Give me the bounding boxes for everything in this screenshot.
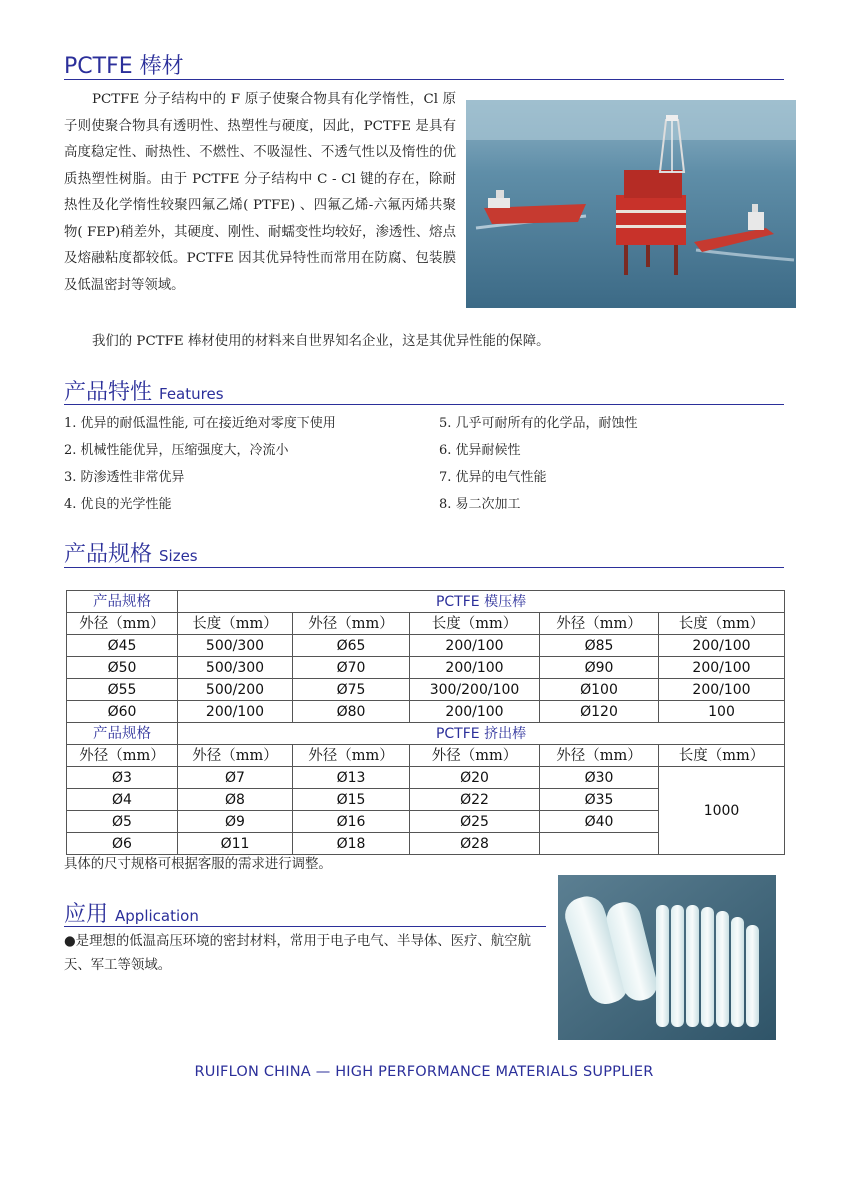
table-cell: 200/100 — [659, 657, 785, 679]
table-cell: Ø70 — [293, 657, 410, 679]
feature-item: 8. 易二次加工 — [439, 497, 521, 512]
intro-paragraph-2: 我们的 PCTFE 棒材使用的材料来自世界知名企业，这是其优异性能的保障。 — [92, 334, 550, 349]
table-header: 外径（mm） — [540, 745, 659, 767]
table-header: 长度（mm） — [410, 613, 540, 635]
table-cell: Ø28 — [410, 833, 540, 855]
table-cell: 500/200 — [178, 679, 293, 701]
table-cell: Ø15 — [293, 789, 410, 811]
table-cell: Ø18 — [293, 833, 410, 855]
table-cell: Ø120 — [540, 701, 659, 723]
table-header: 外径（mm） — [67, 613, 178, 635]
table-cell: Ø6 — [67, 833, 178, 855]
table-cell: Ø75 — [293, 679, 410, 701]
molded-title: PCTFE 模压棒 — [178, 591, 785, 613]
table-cell: 200/100 — [410, 657, 540, 679]
table-cell: Ø35 — [540, 789, 659, 811]
table-cell: Ø7 — [178, 767, 293, 789]
table-cell — [540, 833, 659, 855]
table-cell: 500/300 — [178, 635, 293, 657]
table-cell: Ø80 — [293, 701, 410, 723]
feature-item: 3. 防渗透性非常优异 — [64, 470, 185, 485]
extruded-label: 产品规格 — [67, 723, 178, 745]
table-header: 长度（mm） — [659, 745, 785, 767]
table-cell: Ø45 — [67, 635, 178, 657]
feature-item: 4. 优良的光学性能 — [64, 497, 172, 512]
table-cell: 200/100 — [178, 701, 293, 723]
table-header: 外径（mm） — [293, 745, 410, 767]
footer-text: RUIFLON CHINA — HIGH PERFORMANCE MATERIALS SUPPLIER — [194, 1064, 654, 1080]
table-cell: Ø50 — [67, 657, 178, 679]
table-cell: 200/100 — [659, 679, 785, 701]
offshore-platform-photo — [466, 100, 796, 308]
size-note: 具体的尺寸规格可根据客服的需求进行调整。 — [64, 857, 332, 872]
page-title: PCTFE 棒材 — [64, 54, 184, 79]
feature-item: 7. 优异的电气性能 — [439, 470, 547, 485]
table-cell: Ø22 — [410, 789, 540, 811]
table-cell: Ø13 — [293, 767, 410, 789]
table-cell: 200/100 — [659, 635, 785, 657]
title-rule — [64, 79, 784, 80]
feature-item: 5. 几乎可耐所有的化学品，耐蚀性 — [439, 416, 638, 431]
application-title: 应用 Application — [64, 902, 199, 927]
table-cell: Ø60 — [67, 701, 178, 723]
table-cell: Ø25 — [410, 811, 540, 833]
table-cell: Ø4 — [67, 789, 178, 811]
sizes-rule — [64, 567, 784, 568]
table-header: 外径（mm） — [293, 613, 410, 635]
table-cell: Ø3 — [67, 767, 178, 789]
feature-item: 6. 优异耐候性 — [439, 443, 521, 458]
table-row — [67, 701, 785, 723]
intro-paragraph: PCTFE 分子结构中的 F 原子使聚合物具有化学惰性，Cl 原子则使聚合物具有透明性、热塑性与硬度，因此，PCTFE 是具有高度稳定性、耐热性、不燃性、不吸湿性、不透气性以及惰性的优质热塑性树脂。由于 PCTFE 分子结构中 C - Cl 键的存在，除耐热性及化学惰性较聚四氟乙烯( PTFE) 、四氟乙烯-六氟丙烯共聚物( FEP)稍差外，其硬度、刚性、耐蠕变性均较好，渗透性、熔点及熔融粘度都较低。PCTFE 因其优异特性而常用在防腐、包装膜及低温密封等领域。 — [64, 92, 456, 293]
table-cell: 500/300 — [178, 657, 293, 679]
table-header: 外径（mm） — [540, 613, 659, 635]
sizes-title: 产品规格 Sizes — [64, 542, 198, 567]
table-cell: Ø30 — [540, 767, 659, 789]
table-header: 长度（mm） — [178, 613, 293, 635]
features-title: 产品特性 Features — [64, 380, 224, 405]
extruded-length-cell: 1000 — [659, 767, 785, 855]
features-rule — [64, 404, 784, 405]
table-cell: Ø16 — [293, 811, 410, 833]
table-header: 外径（mm） — [410, 745, 540, 767]
table-row — [67, 679, 785, 701]
feature-item: 1. 优异的耐低温性能, 可在接近绝对零度下使用 — [64, 416, 336, 431]
table-cell: Ø100 — [540, 679, 659, 701]
table-row — [67, 767, 785, 789]
table-header: 长度（mm） — [659, 613, 785, 635]
table-cell: Ø65 — [293, 635, 410, 657]
table-cell: Ø11 — [178, 833, 293, 855]
table-cell: Ø8 — [178, 789, 293, 811]
table-cell: Ø5 — [67, 811, 178, 833]
table-cell: 300/200/100 — [410, 679, 540, 701]
table-cell: 200/100 — [410, 635, 540, 657]
table-cell: Ø20 — [410, 767, 540, 789]
table-cell: Ø9 — [178, 811, 293, 833]
extruded-title: PCTFE 挤出棒 — [178, 723, 785, 745]
table-header: 外径（mm） — [67, 745, 178, 767]
table-cell: 100 — [659, 701, 785, 723]
pctfe-rods-photo — [558, 875, 776, 1040]
table-cell: Ø40 — [540, 811, 659, 833]
table-header: 外径（mm） — [178, 745, 293, 767]
table-cell: Ø90 — [540, 657, 659, 679]
size-table — [66, 590, 785, 855]
molded-label: 产品规格 — [67, 591, 178, 613]
application-text: ●是理想的低温高压环境的密封材料，常用于电子电气、半导体、医疗、航空航天、军工等领域。 — [64, 934, 531, 973]
table-cell: Ø85 — [540, 635, 659, 657]
table-cell: Ø55 — [67, 679, 178, 701]
feature-item: 2. 机械性能优异，压缩强度大，冷流小 — [64, 443, 289, 458]
table-row — [67, 635, 785, 657]
table-row — [67, 657, 785, 679]
table-cell: 200/100 — [410, 701, 540, 723]
application-rule — [64, 926, 546, 927]
